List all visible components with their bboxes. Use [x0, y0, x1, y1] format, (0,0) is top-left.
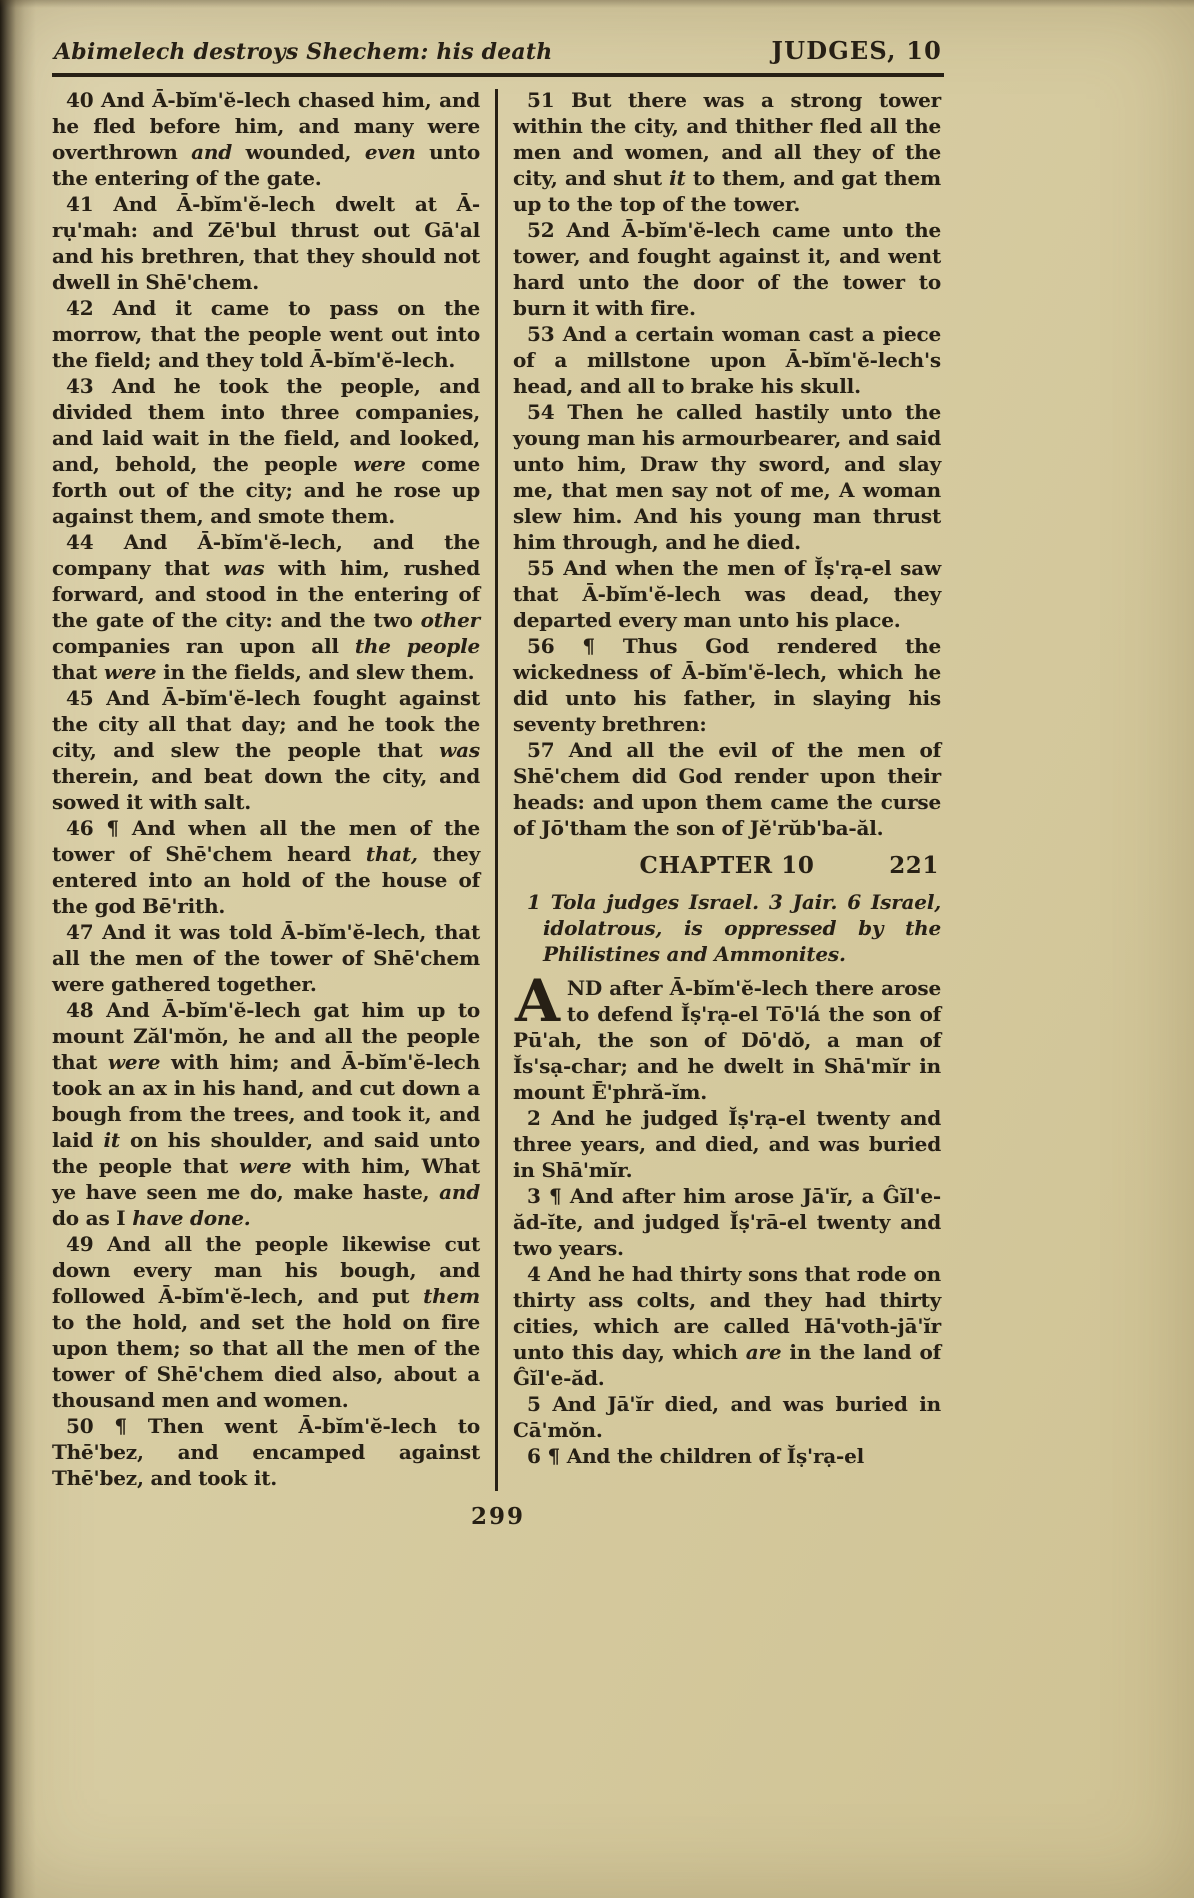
verse: 2 And he judged Ĭṣ'rạ-el twenty and three years, and died, and was buried in Shā'mĭr. — [513, 1106, 941, 1182]
text-columns — [52, 87, 944, 1491]
drop-cap: A — [515, 967, 560, 1035]
verse: 41 And Ā-bĭm'ĕ-lech dwelt at Ā-rụ'mah: and Zē'bul thrust out Gā'al and his brethren, that they should not dwell in Shē'chem. — [52, 192, 480, 294]
column-divider — [495, 89, 498, 1491]
book-reference: JUDGES, 10 — [771, 36, 942, 65]
verse: 54 Then he called hastily unto the young man his armourbearer, and said unto him, Draw thy sword, and slay me, that men say not of me, A woman slew him. And his young man thrust him through, and he died. — [513, 400, 941, 554]
chapter-summary: 1 Tola judges Israel. 3 Jair. 6 Israel, idolatrous, is oppressed by the Philistines and Ammonites. — [527, 890, 941, 966]
verse: 50 ¶ Then went Ā-bĭm'ĕ-lech to Thē'bez, and encamped against Thē'bez, and took it. — [52, 1414, 480, 1490]
verse: 57 And all the evil of the men of Shē'chem did God render upon their heads: and upon them came the curse of Jō'tham the son of Jĕ'rŭb'ba-ăl. — [513, 738, 941, 840]
verse: 45 And Ā-bĭm'ĕ-lech fought against the city all that day; and he took the city, and slew the people that was therein, and beat down the city, and sowed it with salt. — [52, 686, 480, 814]
chapter-page-ref: 221 — [889, 852, 939, 879]
chapter-title: CHAPTER 10 — [639, 852, 815, 879]
book-binding-shadow — [0, 0, 36, 1898]
verse: 48 And Ā-bĭm'ĕ-lech gat him up to mount Zăl'mŏn, he and all the people that were with him; and Ā-bĭm'ĕ-lech took an ax in his hand, and cut down a bough from the trees, and took it, and laid it on his shoulder, and said unto the people that were with him, What ye have seen me do, make haste, and do as I have done. — [52, 998, 481, 1230]
page-top-shadow — [0, 0, 1194, 8]
left-column — [52, 87, 480, 1491]
verse: AND after Ā-bĭm'ĕ-lech there arose to defend Ĭṣ'rạ-el Tō'lá the son of Pū'ah, the son of Dō'dŏ, a man of Ĭs'sạ-char; and he dwelt in Shā'mĭr in mount Ē'phră-ĭm. — [513, 967, 941, 1104]
page-content — [52, 36, 944, 1530]
page-number: 299 — [470, 1503, 525, 1530]
verse: 4 And he had thirty sons that rode on thirty ass colts, and they had thirty cities, which are called Hā'voth-jā'ĭr unto this day, which are in the land of Ĝĭl'e-ăd. — [513, 1262, 941, 1390]
verse: 52 And Ā-bĭm'ĕ-lech came unto the tower, and fought against it, and went hard unto the door of the tower to burn it with fire. — [513, 218, 941, 320]
verse: 5 And Jā'ĭr died, and was buried in Cā'mŏn. — [513, 1392, 941, 1442]
verse: 49 And all the people likewise cut down every man his bough, and followed Ā-bĭm'ĕ-lech, and put them to the hold, and set the hold on fire upon them; so that all the men of the tower of Shē'chem died also, about a thousand men and women. — [52, 1232, 480, 1412]
verse: 46 ¶ And when all the men of the tower of Shē'chem heard that, they entered into an hold of the house of the god Bē'rith. — [52, 816, 480, 918]
verse: 3 ¶ And after him arose Jā'ĭr, a Ĝĭl'e-ăd-ĭte, and judged Ĭṣ'rā-el twenty and two years. — [513, 1184, 941, 1260]
running-title: Abimelech destroys Shechem: his death — [54, 39, 553, 65]
verse: 6 ¶ And the children of Ĭṣ'rạ-el — [527, 1444, 865, 1468]
verse: 44 And Ā-bĭm'ĕ-lech, and the company that was with him, rushed forward, and stood in the entering of the gate of the city: and the two other companies ran upon all the people that were in the fields, and slew them. — [52, 530, 480, 684]
page-header — [52, 36, 944, 65]
right-column — [513, 87, 941, 1491]
verse: 40 And Ā-bĭm'ĕ-lech chased him, and he fled before him, and many were overthrown and wounded, even unto the entering of the gate. — [52, 88, 481, 190]
verse: 47 And it was told Ā-bĭm'ĕ-lech, that all the men of the tower of Shē'chem were gathered together. — [52, 920, 480, 996]
chapter-heading — [513, 853, 941, 879]
verse: 53 And a certain woman cast a piece of a millstone upon Ā-bĭm'ĕ-lech's head, and all to brake his skull. — [513, 322, 941, 398]
verse: 43 And he took the people, and divided them into three companies, and laid wait in the field, and looked, and, behold, the people were come forth out of the city; and he rose up against them, and smote them. — [52, 374, 480, 528]
verse: 55 And when the men of Ĭṣ'rạ-el saw that Ā-bĭm'ĕ-lech was dead, they departed every man unto his place. — [513, 556, 941, 632]
verse: 56 ¶ Thus God rendered the wickedness of Ā-bĭm'ĕ-lech, which he did unto his father, in slaying his seventy brethren: — [513, 634, 941, 736]
verse: 51 But there was a strong tower within the city, and thither fled all the men and women, and all they of the city, and shut it to them, and gat them up to the top of the tower. — [513, 88, 941, 216]
verse: 42 And it came to pass on the morrow, that the people went out into the field; and they told Ā-bĭm'ĕ-lech. — [52, 296, 480, 372]
header-rule — [52, 73, 944, 77]
